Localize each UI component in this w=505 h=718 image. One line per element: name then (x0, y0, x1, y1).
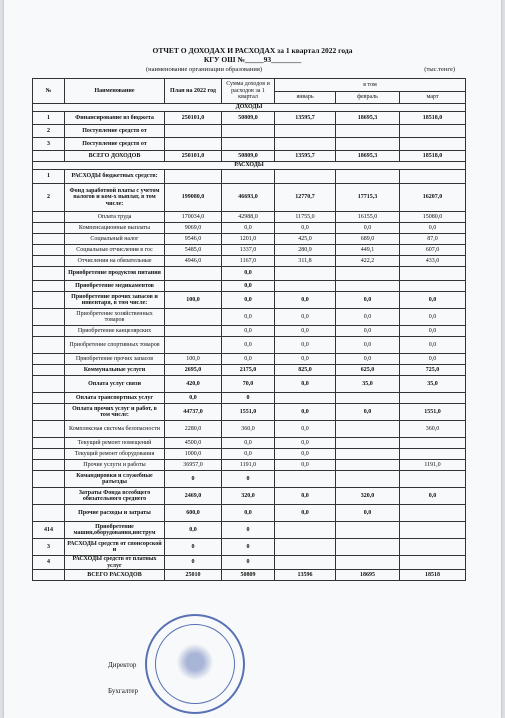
section-income-label: ДОХОДЫ (33, 104, 466, 112)
sum-value: 0,0 (222, 438, 275, 449)
table-row (33, 151, 466, 162)
sum-value: 320,0 (222, 488, 275, 505)
feb-value: 0,0 (336, 223, 400, 234)
plan-value: 9069,0 (165, 223, 222, 234)
sum-value: 0 (222, 556, 275, 570)
row-name: Прочие расходы и затраты (65, 505, 165, 522)
table-row (33, 309, 466, 326)
sum-value: 0,0 (222, 309, 275, 326)
table-row (33, 539, 466, 556)
mar-value: 0,0 (400, 326, 466, 337)
row-name: Поступление средств от (65, 125, 165, 138)
feb-value: 0,0 (336, 505, 400, 522)
plan-value (165, 326, 222, 337)
jan-value: 0,0 (275, 292, 336, 309)
table-row (33, 438, 466, 449)
feb-value: 0,0 (336, 404, 400, 421)
mar-value: 0,0 (400, 337, 466, 354)
plan-value: 0 (165, 556, 222, 570)
row-number: 1 (33, 112, 65, 125)
plan-value: 5485,0 (165, 245, 222, 256)
table-row (33, 376, 466, 393)
sum-value: 50809,0 (222, 112, 275, 125)
feb-value (336, 438, 400, 449)
row-name: Текущий ремонт оборудования (65, 449, 165, 460)
jan-value (275, 138, 336, 151)
sum-value: 0 (222, 471, 275, 488)
mar-value: 0,0 (400, 223, 466, 234)
row-name: Социальные отчисления в гос (65, 245, 165, 256)
plan-value: 250101,0 (165, 151, 222, 162)
plan-value: 600,0 (165, 505, 222, 522)
row-number (33, 256, 65, 267)
row-number: 3 (33, 539, 65, 556)
sum-value: 1337,0 (222, 245, 275, 256)
row-name: Командировки и служебные разъезды (65, 471, 165, 488)
table-row (33, 354, 466, 365)
feb-value (336, 522, 400, 539)
jan-value: 280,9 (275, 245, 336, 256)
mar-value (400, 281, 466, 292)
plan-value: 420,0 (165, 376, 222, 393)
table-row (33, 234, 466, 245)
mar-value (400, 138, 466, 151)
section-income (33, 104, 466, 112)
table-row (33, 556, 466, 570)
feb-value (336, 449, 400, 460)
sum-value: 0,0 (222, 267, 275, 281)
feb-value (336, 556, 400, 570)
feb-value: 17715,3 (336, 184, 400, 212)
mar-value: 0,0 (400, 292, 466, 309)
col-group-header: в том (275, 79, 466, 92)
sum-value: 0,0 (222, 292, 275, 309)
feb-value: 18695,3 (336, 151, 400, 162)
row-name: РАСХОДЫ бюджетных средств: (65, 170, 165, 184)
col-sum-header: Сумма доходов и расходов за 1 квартал (222, 79, 275, 104)
plan-value: 2469,0 (165, 488, 222, 505)
table-row (33, 292, 466, 309)
table-row (33, 365, 466, 376)
official-stamp (145, 614, 245, 714)
table-row (33, 570, 466, 581)
mar-value: 0,0 (400, 354, 466, 365)
feb-value (336, 421, 400, 438)
table-body (33, 79, 466, 581)
sum-value: 0,0 (222, 326, 275, 337)
table-row (33, 471, 466, 488)
row-number (33, 570, 65, 581)
jan-value (275, 539, 336, 556)
feb-value (336, 460, 400, 471)
row-number (33, 267, 65, 281)
sum-value: 0,0 (222, 281, 275, 292)
accountant-signature-label: Бухгалтер (108, 687, 139, 695)
row-number (33, 393, 65, 404)
row-number (33, 223, 65, 234)
sum-value: 2175,0 (222, 365, 275, 376)
mar-value: 18518,0 (400, 112, 466, 125)
row-number (33, 365, 65, 376)
jan-value: 11755,0 (275, 212, 336, 223)
row-name: Фонд заработной платы с учетом налогов и ком-х выплат, в том числе: (65, 184, 165, 212)
sum-value: 0,0 (222, 223, 275, 234)
jan-value: 0,0 (275, 326, 336, 337)
sum-value: 0,0 (222, 337, 275, 354)
row-number: 2 (33, 184, 65, 212)
plan-value: 44737,0 (165, 404, 222, 421)
sum-value (222, 170, 275, 184)
row-name: Приобретение машин,оборудования,инструм (65, 522, 165, 539)
row-name: Приобретение спортивных товаров (65, 337, 165, 354)
mar-value: 16207,0 (400, 184, 466, 212)
plan-value (165, 170, 222, 184)
sum-value: 1191,0 (222, 460, 275, 471)
jan-value: 0,0 (275, 488, 336, 505)
sum-value: 0,0 (222, 354, 275, 365)
plan-value: 1000,0 (165, 449, 222, 460)
table-row (33, 125, 466, 138)
jan-value: 0,0 (275, 337, 336, 354)
row-number (33, 471, 65, 488)
row-number (33, 326, 65, 337)
table-row (33, 256, 466, 267)
row-number (33, 505, 65, 522)
organization-caption: (наименование организации образования) (145, 66, 263, 73)
row-name: РАСХОДЫ средств от платных услуг (65, 556, 165, 570)
report-title: ОТЧЕТ О ДОХОДАХ И РАСХОДАХ за 1 квартал 2022 года (152, 46, 353, 55)
sum-value: 50809 (222, 570, 275, 581)
mar-value: 360,0 (400, 421, 466, 438)
jan-value: 0,0 (275, 309, 336, 326)
income-expense-table (32, 78, 466, 581)
sum-value: 0,0 (222, 505, 275, 522)
feb-value (336, 539, 400, 556)
jan-value: 0,0 (275, 354, 336, 365)
feb-value (336, 138, 400, 151)
row-name: ВСЕГО РАСХОДОВ (65, 570, 165, 581)
table-row (33, 170, 466, 184)
feb-value: 0,0 (336, 326, 400, 337)
table-row (33, 184, 466, 212)
feb-value: 689,0 (336, 234, 400, 245)
plan-value: 0,0 (165, 393, 222, 404)
table-row (33, 212, 466, 223)
table-row (33, 505, 466, 522)
jan-value: 425,0 (275, 234, 336, 245)
mar-value (400, 556, 466, 570)
jan-value: 825,0 (275, 365, 336, 376)
row-name: Оплата труда (65, 212, 165, 223)
jan-value: 0,0 (275, 421, 336, 438)
units-label: (тыс.тенге) (424, 66, 455, 73)
col-name-header: Наименование (65, 79, 165, 104)
row-number (33, 151, 65, 162)
table-row (33, 393, 466, 404)
row-name: Текущий ремонт помещений (65, 438, 165, 449)
feb-value: 0,0 (336, 354, 400, 365)
mar-value (400, 267, 466, 281)
plan-value: 4946,0 (165, 256, 222, 267)
table-row (33, 138, 466, 151)
row-number (33, 438, 65, 449)
feb-value: 0,0 (336, 292, 400, 309)
mar-value: 725,0 (400, 365, 466, 376)
mar-value: 607,0 (400, 245, 466, 256)
row-name: РАСХОДЫ средств от спонсорской и (65, 539, 165, 556)
jan-value: 0,0 (275, 376, 336, 393)
plan-value (165, 337, 222, 354)
table-row (33, 522, 466, 539)
jan-value (275, 281, 336, 292)
mar-value (400, 170, 466, 184)
plan-value: 36957,0 (165, 460, 222, 471)
feb-value: 0,0 (336, 309, 400, 326)
jan-value: 0,0 (275, 438, 336, 449)
plan-value (165, 309, 222, 326)
jan-value: 0,0 (275, 460, 336, 471)
row-number (33, 354, 65, 365)
row-number (33, 309, 65, 326)
table-row (33, 337, 466, 354)
jan-value: 0,0 (275, 404, 336, 421)
feb-value: 320,0 (336, 488, 400, 505)
mar-value (400, 393, 466, 404)
table-row (33, 449, 466, 460)
row-number: 1 (33, 170, 65, 184)
col-num-header: № (33, 79, 65, 104)
mar-value: 87,0 (400, 234, 466, 245)
row-number: 2 (33, 125, 65, 138)
row-name: Финансирование из бюджета (65, 112, 165, 125)
row-name: Отчисления на обязательные (65, 256, 165, 267)
feb-value (336, 281, 400, 292)
sum-value: 1167,0 (222, 256, 275, 267)
feb-value: 0,0 (336, 337, 400, 354)
plan-value (165, 125, 222, 138)
sum-value (222, 138, 275, 151)
mar-value: 15080,0 (400, 212, 466, 223)
jan-value: 311,8 (275, 256, 336, 267)
row-name: ВСЕГО ДОХОДОВ (65, 151, 165, 162)
row-name: Затраты Фонда всеобщего обязательного среднего (65, 488, 165, 505)
director-signature-label: Директор (108, 661, 137, 669)
row-number (33, 292, 65, 309)
row-name: Социальный налог (65, 234, 165, 245)
mar-value (400, 539, 466, 556)
jan-value: 0,0 (275, 449, 336, 460)
mar-value (400, 125, 466, 138)
plan-value: 0,0 (165, 522, 222, 539)
col-mar-header: март (400, 92, 466, 104)
jan-value: 0,0 (275, 505, 336, 522)
row-number (33, 376, 65, 393)
table-row (33, 421, 466, 438)
mar-value (400, 449, 466, 460)
plan-value: 0 (165, 539, 222, 556)
row-number (33, 404, 65, 421)
plan-value (165, 267, 222, 281)
plan-value: 0 (165, 471, 222, 488)
row-number (33, 234, 65, 245)
plan-value: 9546,0 (165, 234, 222, 245)
row-number (33, 460, 65, 471)
mar-value (400, 522, 466, 539)
jan-value (275, 170, 336, 184)
table-row (33, 223, 466, 234)
feb-value: 18695 (336, 570, 400, 581)
report-sheet (4, 0, 501, 718)
jan-value: 13595,7 (275, 151, 336, 162)
jan-value: 13595,7 (275, 112, 336, 125)
row-name: Приобретение хозяйственных товаров (65, 309, 165, 326)
plan-value: 199080,0 (165, 184, 222, 212)
mar-value: 0,0 (400, 309, 466, 326)
feb-value (336, 471, 400, 488)
row-number (33, 449, 65, 460)
row-number (33, 421, 65, 438)
table-row (33, 460, 466, 471)
section-expense-label: РАСХОДЫ (33, 162, 466, 170)
organization-line: КГУ ОШ №_____93________ (203, 55, 302, 64)
plan-value: 2280,0 (165, 421, 222, 438)
col-jan-header: январь (275, 92, 336, 104)
feb-value: 449,1 (336, 245, 400, 256)
feb-value: 16155,0 (336, 212, 400, 223)
row-name: Поступление средств от (65, 138, 165, 151)
sum-value: 0 (222, 522, 275, 539)
plan-value: 100,0 (165, 292, 222, 309)
sum-value: 0 (222, 539, 275, 556)
sum-value: 360,0 (222, 421, 275, 438)
row-name: Прочие услуги и работы (65, 460, 165, 471)
mar-value: 18518,0 (400, 151, 466, 162)
row-name: Комплексная система безопасности (65, 421, 165, 438)
jan-value (275, 125, 336, 138)
plan-value: 4500,0 (165, 438, 222, 449)
jan-value (275, 522, 336, 539)
table-row (33, 245, 466, 256)
row-number (33, 245, 65, 256)
plan-value: 250101,0 (165, 112, 222, 125)
jan-value (275, 556, 336, 570)
row-number: 4 (33, 556, 65, 570)
mar-value: 1191,0 (400, 460, 466, 471)
col-plan-header: План на 2022 год (165, 79, 222, 104)
jan-value: 0,0 (275, 223, 336, 234)
sum-value: 50809,0 (222, 151, 275, 162)
table-row (33, 326, 466, 337)
row-number: 414 (33, 522, 65, 539)
row-number: 3 (33, 138, 65, 151)
mar-value: 433,0 (400, 256, 466, 267)
row-number (33, 281, 65, 292)
plan-value (165, 138, 222, 151)
table-row (33, 112, 466, 125)
mar-value: 1551,0 (400, 404, 466, 421)
row-name: Оплата транспортных услуг (65, 393, 165, 404)
col-feb-header: февраль (336, 92, 400, 104)
feb-value: 18695,3 (336, 112, 400, 125)
plan-value: 25010 (165, 570, 222, 581)
row-name: Компенсационные выплаты (65, 223, 165, 234)
section-expense (33, 162, 466, 170)
stamp-emblem (175, 642, 215, 682)
row-name: Приобретение медикаментов (65, 281, 165, 292)
row-number (33, 337, 65, 354)
jan-value: 13596 (275, 570, 336, 581)
row-name: Оплата прочих услуг и работ, в том числе: (65, 404, 165, 421)
mar-value: 35,0 (400, 376, 466, 393)
feb-value (336, 170, 400, 184)
mar-value (400, 438, 466, 449)
feb-value (336, 267, 400, 281)
row-name: Приобретение прочих запасов (65, 354, 165, 365)
header-row (33, 79, 466, 92)
sum-value: 46693,0 (222, 184, 275, 212)
plan-value: 100,0 (165, 354, 222, 365)
sum-value: 42988,0 (222, 212, 275, 223)
plan-value: 170034,0 (165, 212, 222, 223)
row-number (33, 488, 65, 505)
mar-value (400, 505, 466, 522)
mar-value: 18518 (400, 570, 466, 581)
plan-value: 2695,0 (165, 365, 222, 376)
sum-value: 0 (222, 393, 275, 404)
plan-value (165, 281, 222, 292)
jan-value (275, 471, 336, 488)
feb-value: 625,0 (336, 365, 400, 376)
sum-value: 1201,0 (222, 234, 275, 245)
feb-value (336, 125, 400, 138)
row-name: Оплата услуг связи (65, 376, 165, 393)
feb-value: 422,2 (336, 256, 400, 267)
table-row (33, 267, 466, 281)
jan-value (275, 267, 336, 281)
sum-value: 1551,0 (222, 404, 275, 421)
row-number (33, 212, 65, 223)
jan-value (275, 393, 336, 404)
sum-value: 70,0 (222, 376, 275, 393)
mar-value (400, 471, 466, 488)
sum-value: 0,0 (222, 449, 275, 460)
row-name: Коммунальные услуги (65, 365, 165, 376)
table-row (33, 281, 466, 292)
mar-value: 0,0 (400, 488, 466, 505)
feb-value: 35,0 (336, 376, 400, 393)
jan-value: 12770,7 (275, 184, 336, 212)
row-name: Приобретение прочих запасов и инвентаря, в том числе: (65, 292, 165, 309)
row-name: Приобретение продуктов питания (65, 267, 165, 281)
row-name: Приобретение канцелярских (65, 326, 165, 337)
feb-value (336, 393, 400, 404)
table-row (33, 404, 466, 421)
table-row (33, 488, 466, 505)
sum-value (222, 125, 275, 138)
